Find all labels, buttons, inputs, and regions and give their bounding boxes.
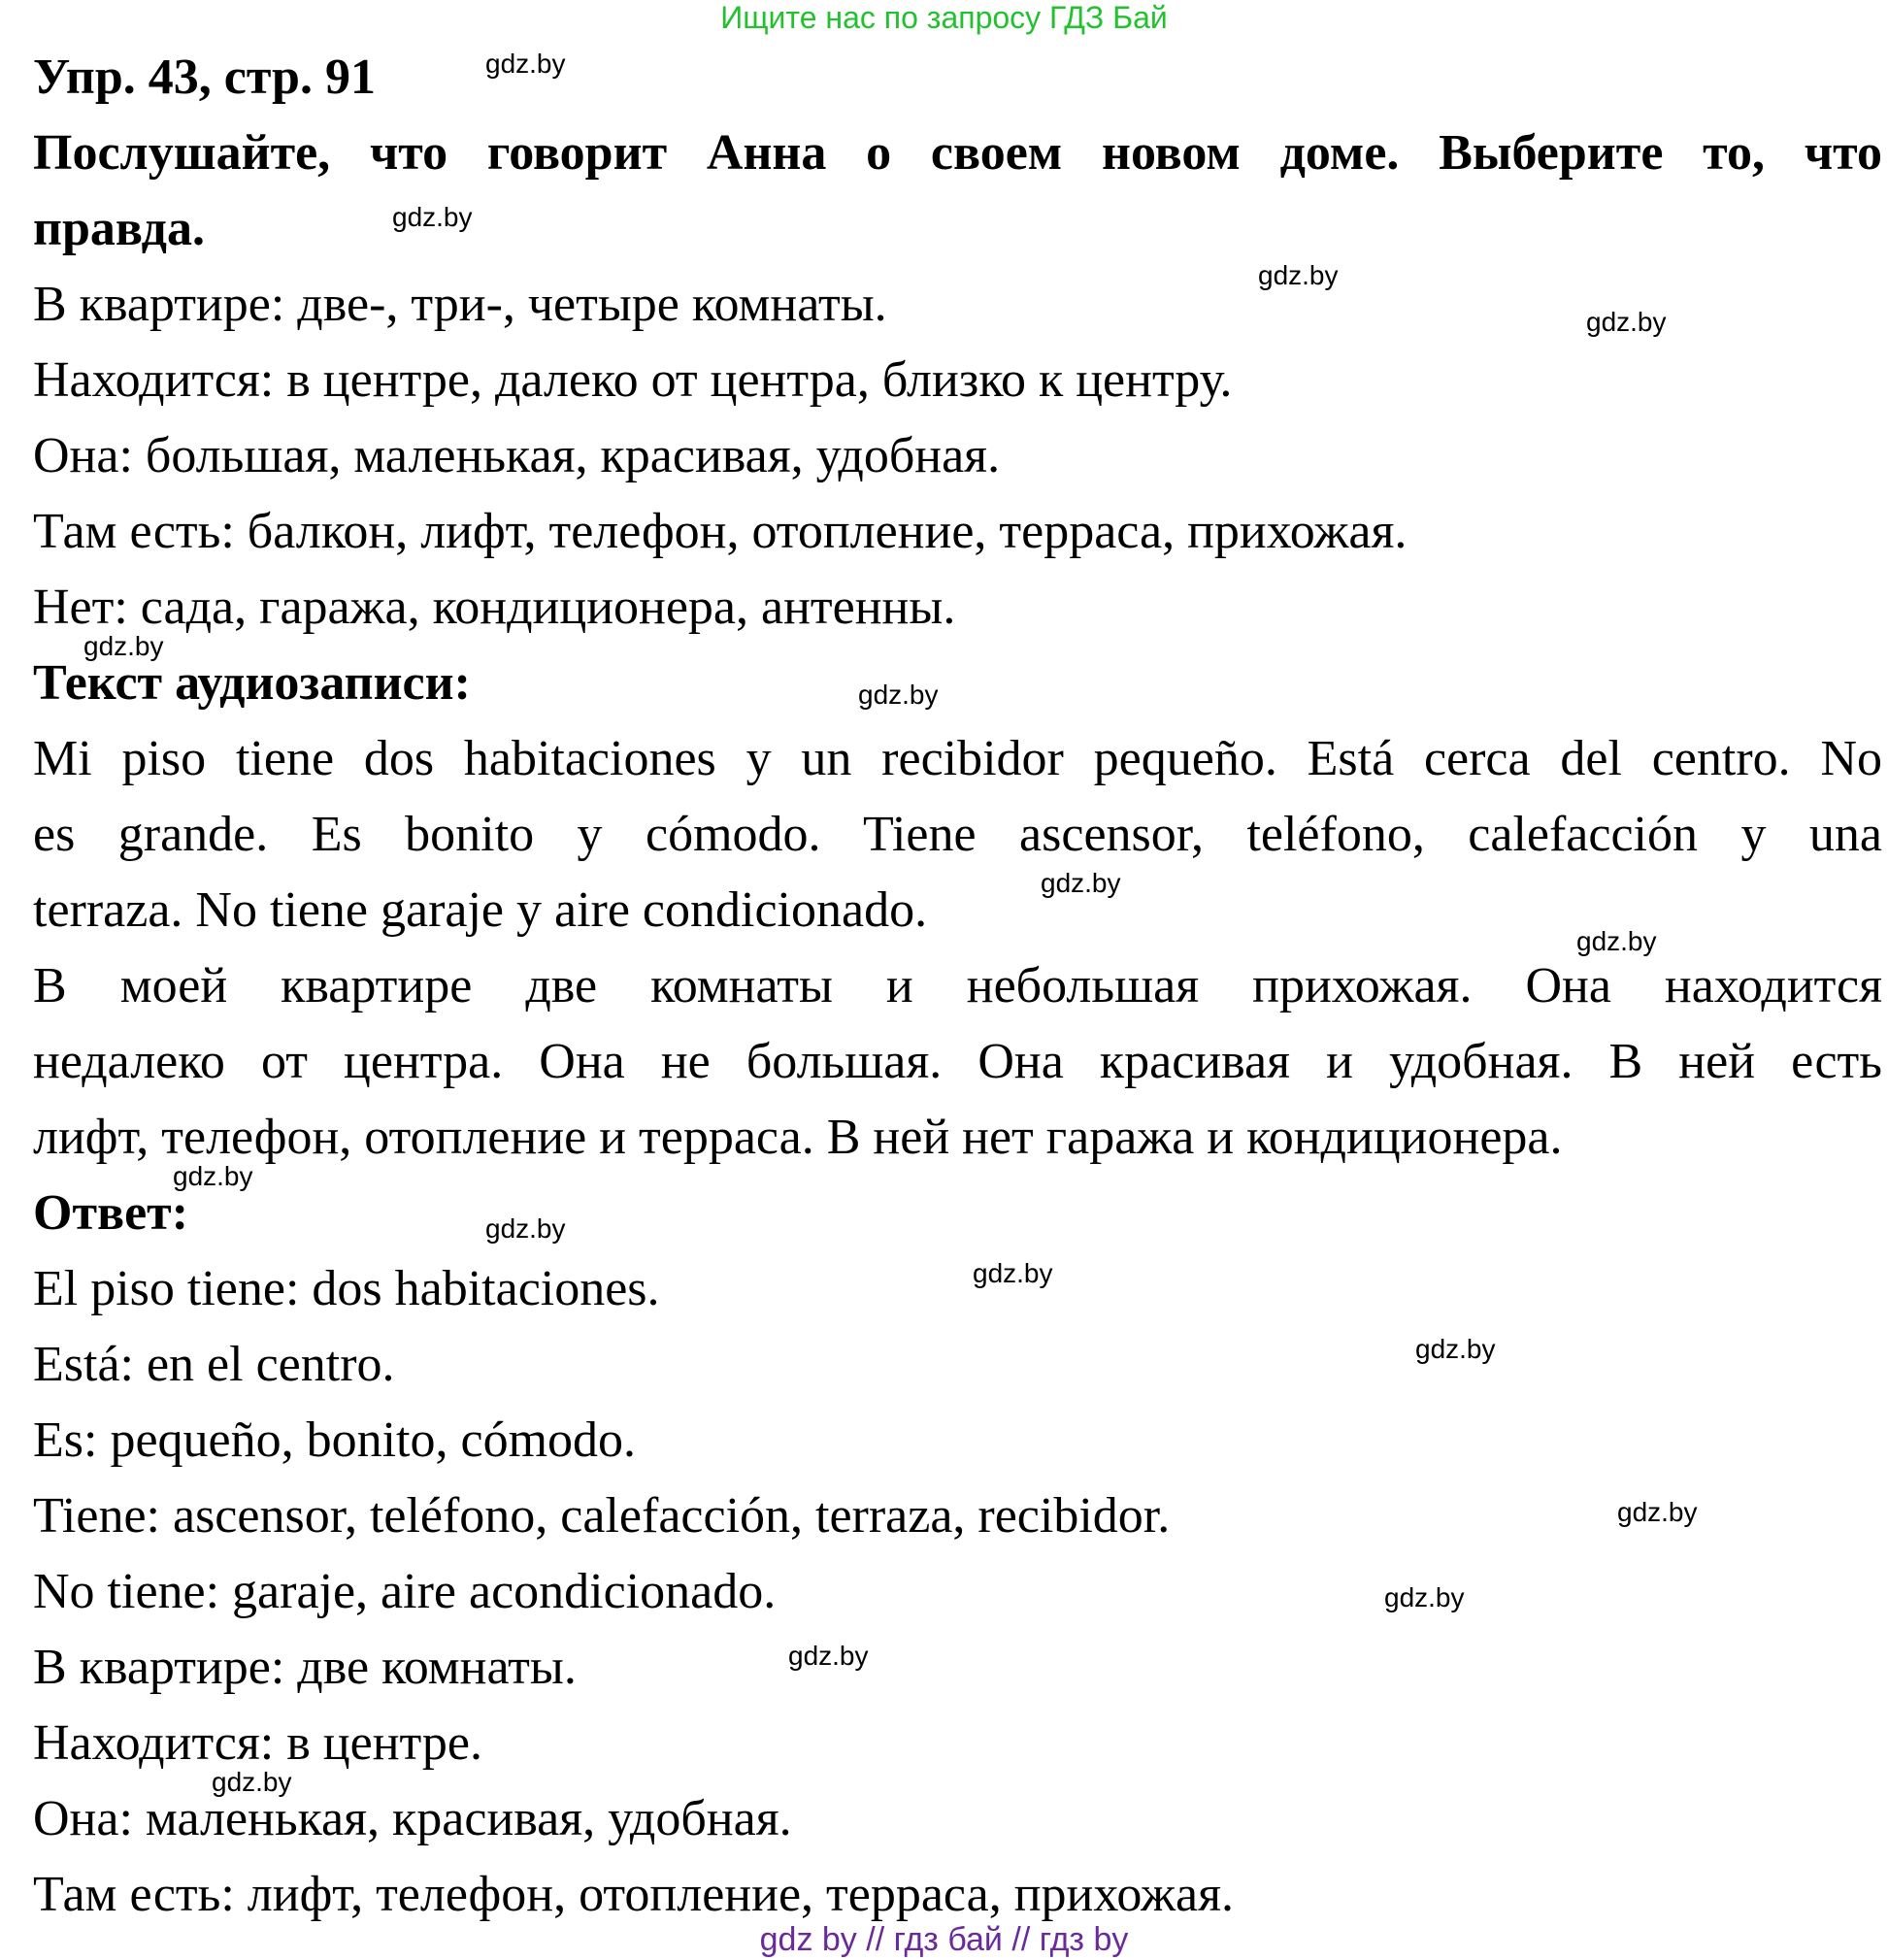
answer-line: Находится: в центре. <box>33 1715 482 1771</box>
footer-watermark: gdz by // гдз бай // гдз by <box>759 1921 1129 1958</box>
answer-line: Tiene: ascensor, teléfono, calefacción, terraza, recibidor. <box>33 1488 1171 1544</box>
watermark: gdz.by <box>788 1641 869 1671</box>
watermark: gdz.by <box>485 49 566 79</box>
watermark: gdz.by <box>1617 1497 1698 1527</box>
option-line: Она: большая, маленькая, красивая, удобная. <box>33 428 1001 483</box>
audio-spanish-line: Mi piso tiene dos habitaciones y un recibidor pequeño. Está cerca del centro. No <box>33 731 1882 786</box>
answer-heading: Ответ: <box>33 1185 189 1241</box>
option-line: В квартире: две-, три-, четыре комнаты. <box>33 277 887 332</box>
watermark: gdz.by <box>1258 260 1339 290</box>
audio-russian-line: лифт, телефон, отопление и терраса. В ней нет гаража и кондиционера. <box>33 1110 1563 1165</box>
answer-line: Está: en el centro. <box>33 1337 395 1392</box>
watermark: gdz.by <box>1586 307 1667 337</box>
watermark: gdz.by <box>858 680 939 710</box>
audio-heading: Текст аудиозаписи: <box>33 655 471 711</box>
watermark: gdz.by <box>1576 926 1657 956</box>
option-line: Нет: сада, гаража, кондиционера, антенны. <box>33 580 956 635</box>
audio-russian-line: В моей квартире две комнаты и небольшая прихожая. Она находится <box>33 958 1882 1013</box>
option-line: Там есть: балкон, лифт, телефон, отопление, терраса, прихожая. <box>33 504 1408 559</box>
task-line-1: Послушайте, что говорит Анна о своем новом доме. Выберите то, что <box>33 125 1882 181</box>
watermark: gdz.by <box>485 1213 566 1244</box>
watermark: gdz.by <box>212 1767 292 1797</box>
task-line-2: правда. <box>33 201 205 256</box>
audio-spanish-line: es grande. Es bonito y cómodo. Tiene ascensor, teléfono, calefacción y una <box>33 807 1882 862</box>
answer-line: Она: маленькая, красивая, удобная. <box>33 1791 792 1846</box>
answer-line: Там есть: лифт, телефон, отопление, терраса, прихожая. <box>33 1867 1235 1922</box>
audio-russian-line: недалеко от центра. Она не большая. Она красивая и удобная. В ней есть <box>33 1034 1882 1089</box>
audio-spanish-line: terraza. No tiene garaje y aire condicionado. <box>33 882 928 938</box>
option-line: Находится: в центре, далеко от центра, близко к центру. <box>33 352 1233 408</box>
answer-line: В квартире: две комнаты. <box>33 1640 577 1695</box>
answer-line: No tiene: garaje, aire acondicionado. <box>33 1564 777 1619</box>
watermark: gdz.by <box>173 1161 253 1191</box>
top-banner: Ищите нас по запросу ГДЗ Бай <box>720 0 1168 35</box>
answer-line: Es: pequeño, bonito, cómodo. <box>33 1412 637 1468</box>
answer-line: El piso tiene: dos habitaciones. <box>33 1261 660 1316</box>
watermark: gdz.by <box>1415 1334 1496 1364</box>
watermark: gdz.by <box>1384 1582 1465 1612</box>
exercise-header: Упр. 43, стр. 91 <box>33 50 376 105</box>
watermark: gdz.by <box>83 631 164 661</box>
watermark: gdz.by <box>392 202 473 232</box>
watermark: gdz.by <box>1041 868 1121 898</box>
watermark: gdz.by <box>973 1258 1053 1288</box>
